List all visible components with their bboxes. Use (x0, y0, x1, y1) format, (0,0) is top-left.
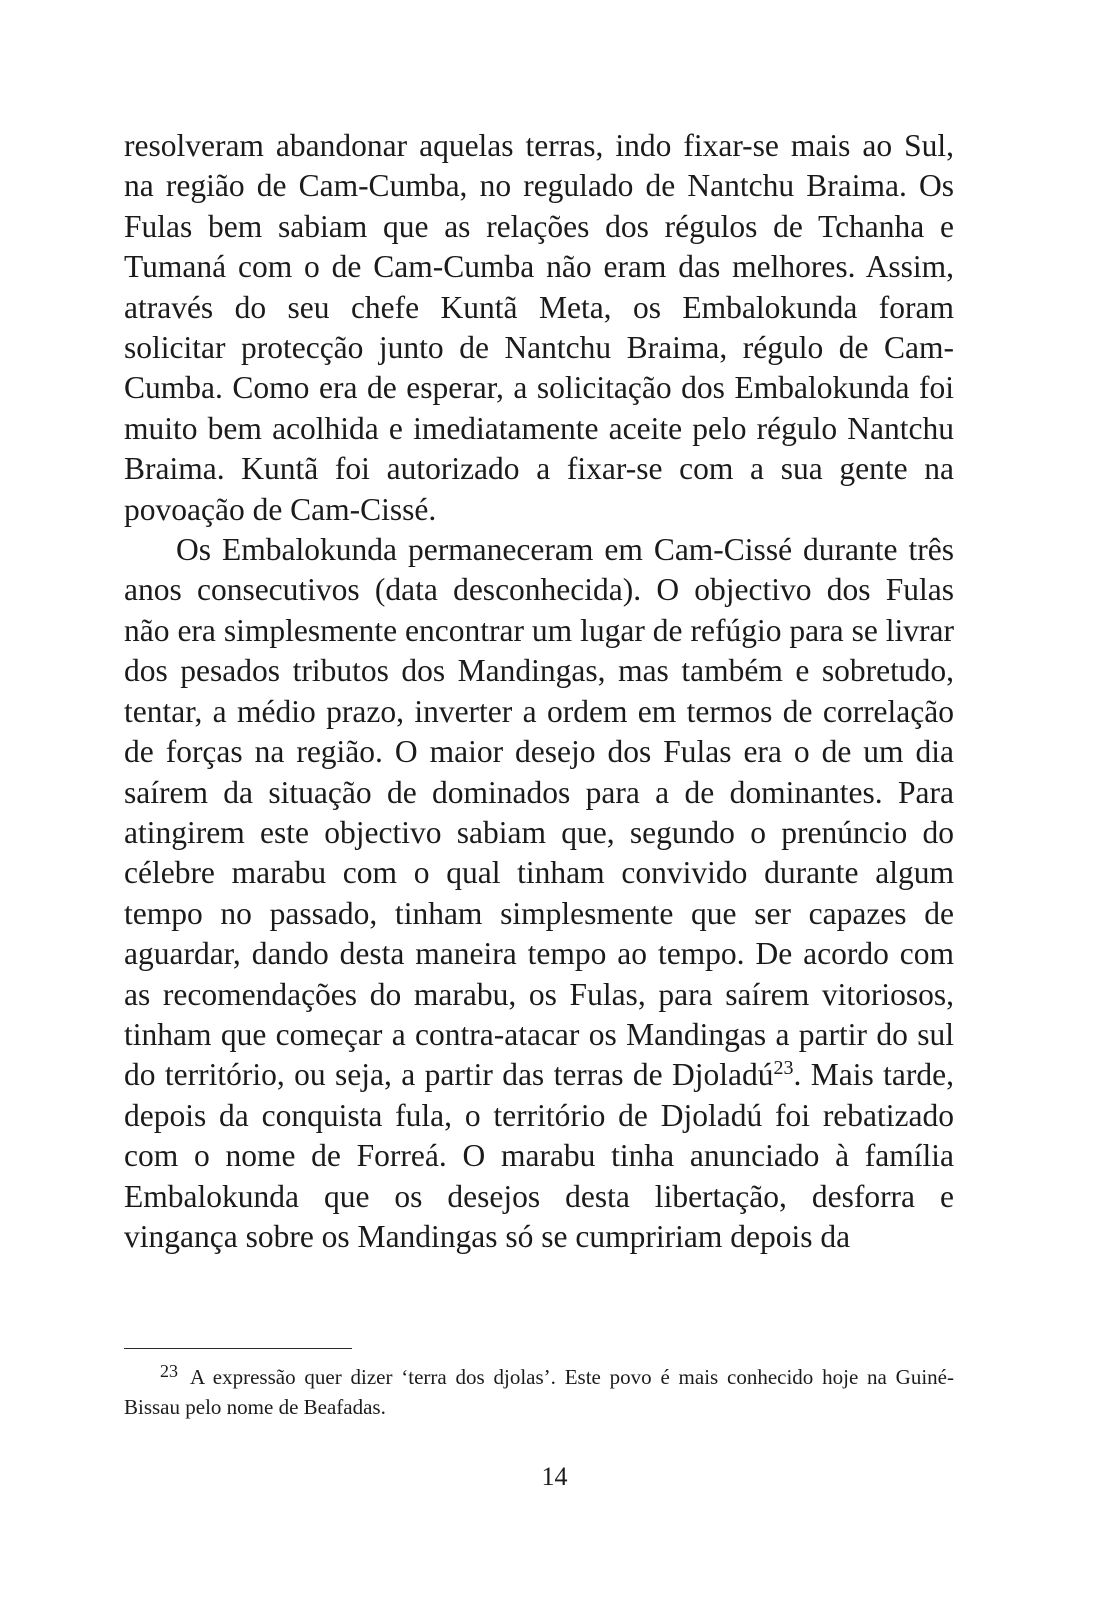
footnote (124, 1362, 954, 1422)
page-number: 14 (541, 1462, 568, 1491)
footnote-divider (124, 1348, 352, 1349)
paragraph-2-text-end: . Mais tarde, depois da conquista fula, o território de Djoladú foi rebatizado com o nome de Forreá. O marabu tinha anunciado à família Embalokunda que os desejos desta libertação, desforra e vingança sobre os Mandingas só se cumpririam depois da (124, 1057, 954, 1254)
body-text (124, 126, 954, 1257)
paragraph-2 (124, 530, 954, 1257)
paragraph-2-text-start: Os Embalokunda permaneceram em Cam-Cissé durante três anos consecutivos (data desconhecida). O objectivo dos Fulas não era simplesmente encontrar um lugar de refúgio para se livrar dos pesados tributos dos Mandingas, mas também e sobretudo, tentar, a médio prazo, inverter a ordem em termos de correlação de forças na região. O maior desejo dos Fulas era o de um dia saírem da situação de dominados para a de dominantes. Para atingirem este objectivo sabiam que, segundo o prenúncio do célebre marabu com o qual tinham convivido durante algum tempo no passado, tinham simplesmente que ser capazes de aguardar, dando desta maneira tempo ao tempo. De acordo com as recomendações do marabu, os Fulas, para saírem vitoriosos, tinham que começar a contra-atacar os Mandingas a partir do sul do território, ou seja, a partir das terras de Djoladú (124, 532, 954, 1093)
footnote-number: 23 (160, 1361, 178, 1381)
paragraph-1-text: resolveram abandonar aquelas terras, indo fixar-se mais ao Sul, na região de Cam-Cumba, no regulado de Nantchu Braima. Os Fulas bem sabiam que as relações dos régulos de Tchanha e Tumaná com o de Cam-Cumba não eram das melhores. Assim, através do seu chefe Kuntã Meta, os Embalokunda foram solicitar protecção junto de Nantchu Braima, régulo de Cam-Cumba. Como era de esperar, a solicitação dos Embalokunda foi muito bem acolhida e imediatamente aceite pelo régulo Nantchu Braima. Kuntã foi autorizado a fixar-se com a sua gente na povoação de Cam-Cissé. (124, 128, 954, 527)
paragraph-1 (124, 126, 954, 530)
footnote-reference: 23 (773, 1057, 794, 1080)
footnote-text: A expressão quer dizer ‘terra dos djolas’. Este povo é mais conhecido hoje na Guiné-Bissau pelo nome de Beafadas. (124, 1365, 954, 1419)
